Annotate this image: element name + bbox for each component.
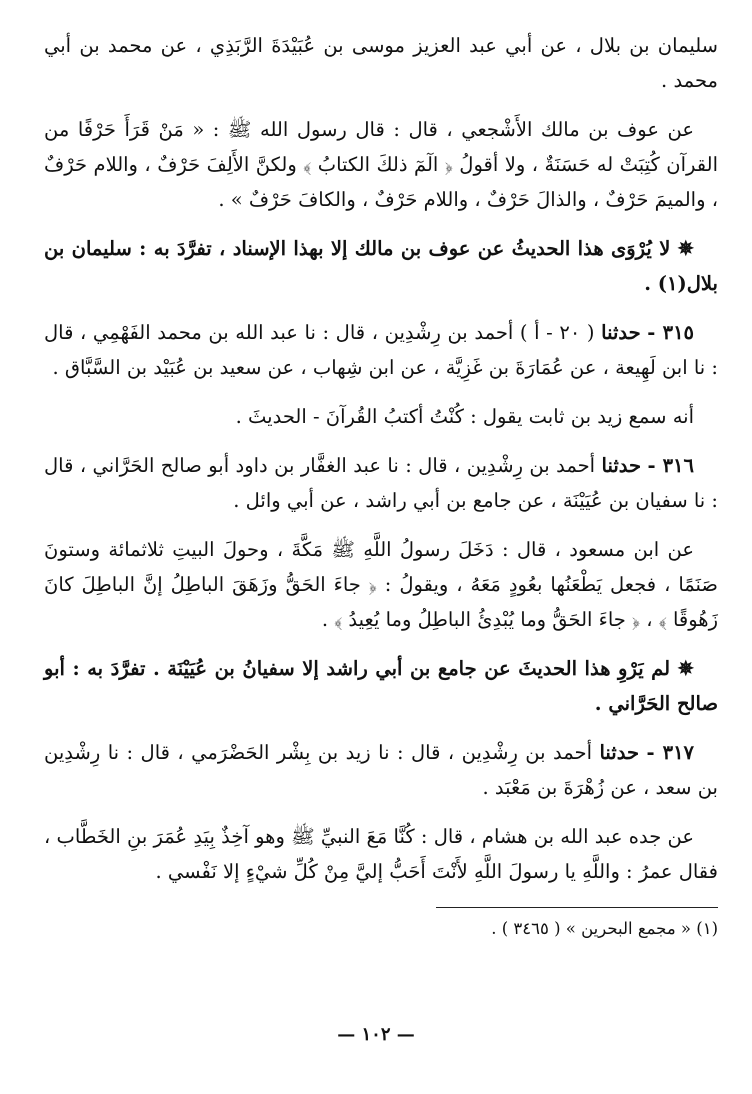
hadith-text: عن عوف بن مالك الأَشْجعي ، قال : قال رسول الله ﷺ : « مَنْ قَرَأَ حَرْفًا من القرآن كُتِبَتْ له حَسَنَةٌ ، ولا أقولُ ﴿ الٓمٓ ذلكَ الكتابُ ﴾ ولكنَّ الأَلِفَ حَرْفٌ ، واللام حَرْفٌ ، والميمَ حَرْفٌ ، والذالَ حَرْفٌ ، واللام حَرْفٌ ، والكافَ حَرْفٌ » .	[44, 118, 718, 211]
commentary-note: ✵ لا يُرْوَى هذا الحديثُ عن عوف بن مالك إلا بهذا الإسناد ، تفرَّدَ به : سليمان بن بلال(١) .	[44, 237, 718, 295]
text-paragraph: سليمان بن بلال ، عن أبي عبد العزيز موسى بن عُبَيْدَةَ الرَّبَذِي ، عن محمد بن أبي محمد .	[44, 34, 718, 92]
hadith-316	[44, 448, 718, 518]
isnad-text: أحمد بن رِشْدِين ، قال : نا عبد الغفَّار بن داود أبو صالح الحَرَّاني ، قال : نا سفيان بن عُيَيْنَة ، عن جامع بن أبي راشد ، عن أبي وائل .	[44, 454, 718, 512]
commentary-note: ✵ لم يَرْوِ هذا الحديثَ عن جامع بن أبي راشد إلا سفيانُ بن عُيَيْنَة . تفرَّدَ به : أبو صالح الحَرَّاني .	[44, 657, 718, 715]
hadith-number: ٣١٧ -	[646, 741, 695, 764]
hadith-number: ٣١٦ -	[647, 454, 694, 477]
page-number: — ١٠٢ —	[337, 1024, 415, 1045]
narration-lead: حدثنا	[601, 321, 641, 344]
hadith-text: عن ابن مسعود ، قال : دَخَلَ رسولُ اللَّهِ ﷺ مَكَّةَ ، وحولَ البيتِ ثلاثمائة وستونَ صَنَمًا ، فجعل يَطْعَنُها بعُودٍ مَعَهُ ، ويقولُ : ﴿ جاءَ الحَقُّ وزَهَقَ الباطِلُ إنَّ الباطِلَ كانَ زَهُوقًا ﴾ ، ﴿ جاءَ الحَقُّ وما يُبْدِئُ الباطِلُ وما يُعِيدُ ﴾ .	[44, 538, 718, 631]
hadith-317	[44, 735, 718, 805]
narration-lead: حدثنا	[599, 741, 639, 764]
hadith-text: عن جده عبد الله بن هشام ، قال : كُنَّا مَعَ النبيِّ ﷺ وهو آخِذٌ بِيَدِ عُمَرَ بنِ الخَطَّاب ، فقال عمرُ : واللَّهِ يا رسولَ اللَّهِ لأَنْتَ أَحَبُّ إليَّ مِنْ كُلِّ شيْءٍ إلا نَفْسي .	[44, 825, 718, 883]
hadith-number: ٣١٥ -	[647, 321, 695, 344]
narration-lead: حدثنا	[601, 454, 642, 477]
hadith-text: أنه سمع زيد بن ثابت يقول : كُنْتُ أكتبُ القُرآنَ - الحديثَ .	[235, 405, 694, 428]
footnote: (١) « مجمع البحرين » ( ٣٤٦٥ ) .	[491, 919, 718, 938]
isnad-text: ( ٢٠ - أ ) أحمد بن رِشْدِين ، قال : نا عبد الله بن محمد الفَهْمِي ، قال : نا ابن لَهِيعة ، عن عُمَارَةَ بن غَزِيَّة ، عن ابن شِهاب ، عن سعيد بن عُبَيْد بن السَّبَّاق .	[44, 321, 718, 379]
isnad-text: أحمد بن رِشْدِين ، قال : نا زيد بن بِشْر الحَضْرَمي ، قال : نا رِشْدِين بن سعد ، عن زُهْرَةَ بن مَعْبَد .	[44, 741, 718, 799]
hadith-315	[44, 315, 718, 385]
footnote-divider	[436, 907, 718, 908]
